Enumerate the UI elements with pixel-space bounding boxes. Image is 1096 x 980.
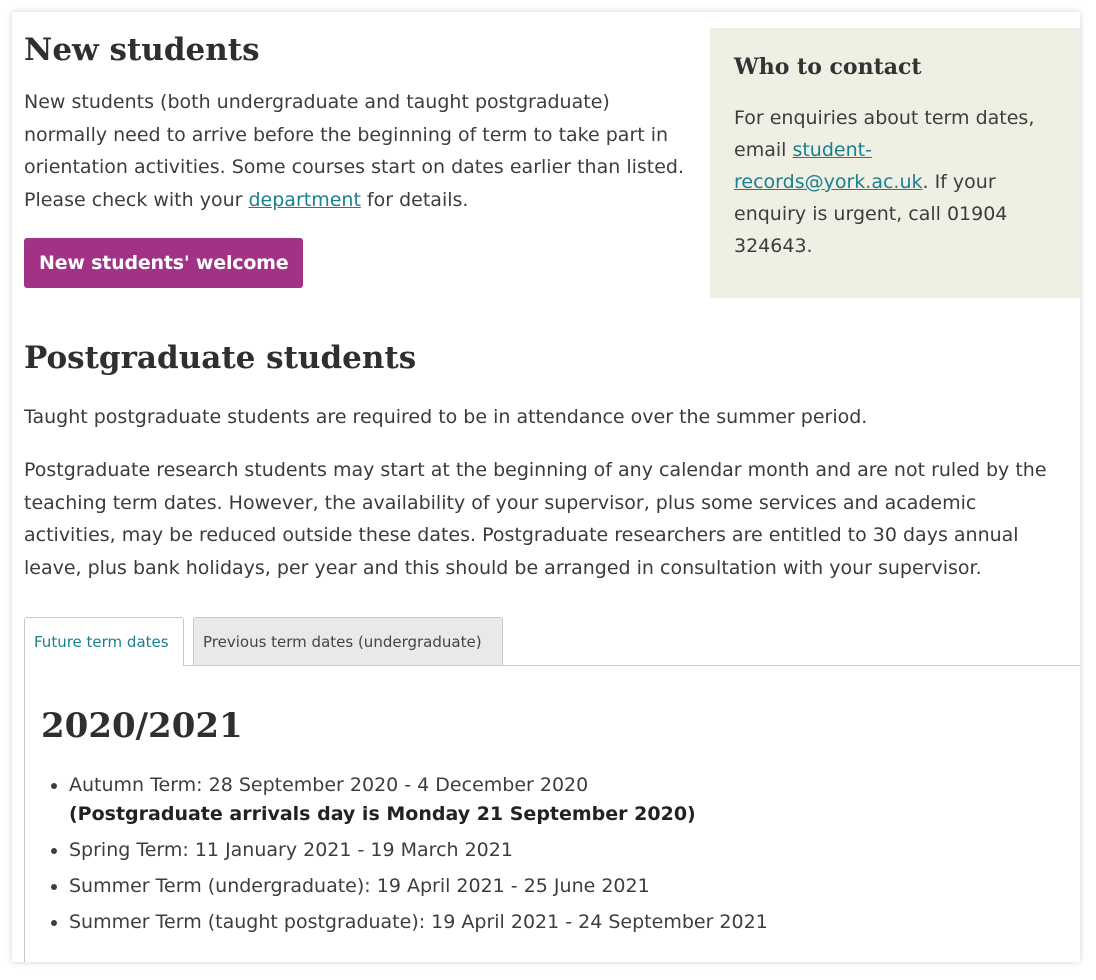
term-dates-tabs <box>24 617 1080 665</box>
postgraduate-heading: Postgraduate students <box>24 340 417 376</box>
new-students-heading: New students <box>24 32 260 68</box>
postgraduate-paragraph-2: Postgraduate research students may start at the beginning of any calendar month and are not ruled by the teaching term dates. However, the availability of your supervisor, plus some services and academic activities, may be reduced outside these dates. Postgraduate researchers are entitled to 30 days annual leave, plus bank holidays, per year and this should be arranged in consultation with your supervisor. <box>24 459 1047 579</box>
postgraduate-paragraph-1: Taught postgraduate students are required to be in attendance over the summer period. <box>24 406 868 428</box>
tab-previous-term-dates[interactable]: Previous term dates (undergraduate) <box>193 617 503 665</box>
new-students-text-1: New students (both undergraduate and taught postgraduate) normally need to arrive before the beginning of term to take part in orientation activities. Some courses start on dates earlier than listed. Please check with your <box>24 91 685 211</box>
list-item <box>69 770 768 829</box>
list-item: • Summer Term (taught postgraduate): 19 April 2021 - 24 September 2021 <box>69 907 768 937</box>
term-dates-list <box>55 770 768 943</box>
contact-text-1: For enquiries about term dates, email <box>734 107 1035 161</box>
new-students-text-2: for details. <box>360 188 469 211</box>
contact-heading: Who to contact <box>734 54 922 80</box>
year-heading: 2020/2021 <box>41 706 243 746</box>
list-item: • Summer Term (undergraduate): 19 April 2021 - 25 June 2021 <box>69 871 768 901</box>
new-students-section <box>24 30 694 288</box>
tab-future-term-dates[interactable]: Future term dates <box>24 617 184 666</box>
list-item: • Spring Term: 11 January 2021 - 19 March 2021 <box>69 835 768 865</box>
contact-box <box>710 28 1080 298</box>
term-item-text: Autumn Term: 28 September 2020 - 4 December 2020 <box>69 774 589 796</box>
contact-text-2: . If your enquiry is urgent, call 01904 324643. <box>734 171 1008 257</box>
email-link[interactable]: student-records@york.ac.uk <box>734 139 923 193</box>
arrivals-note: (Postgraduate arrivals day is Monday 21 September 2020) <box>69 803 696 825</box>
term-dates-panel <box>24 665 1080 962</box>
new-students-paragraph <box>24 86 694 216</box>
postgraduate-section <box>24 338 1064 584</box>
page-frame <box>12 12 1080 962</box>
contact-paragraph <box>734 102 1056 262</box>
department-link[interactable]: department <box>248 188 361 211</box>
new-students-welcome-button[interactable]: New students' welcome <box>24 238 303 288</box>
